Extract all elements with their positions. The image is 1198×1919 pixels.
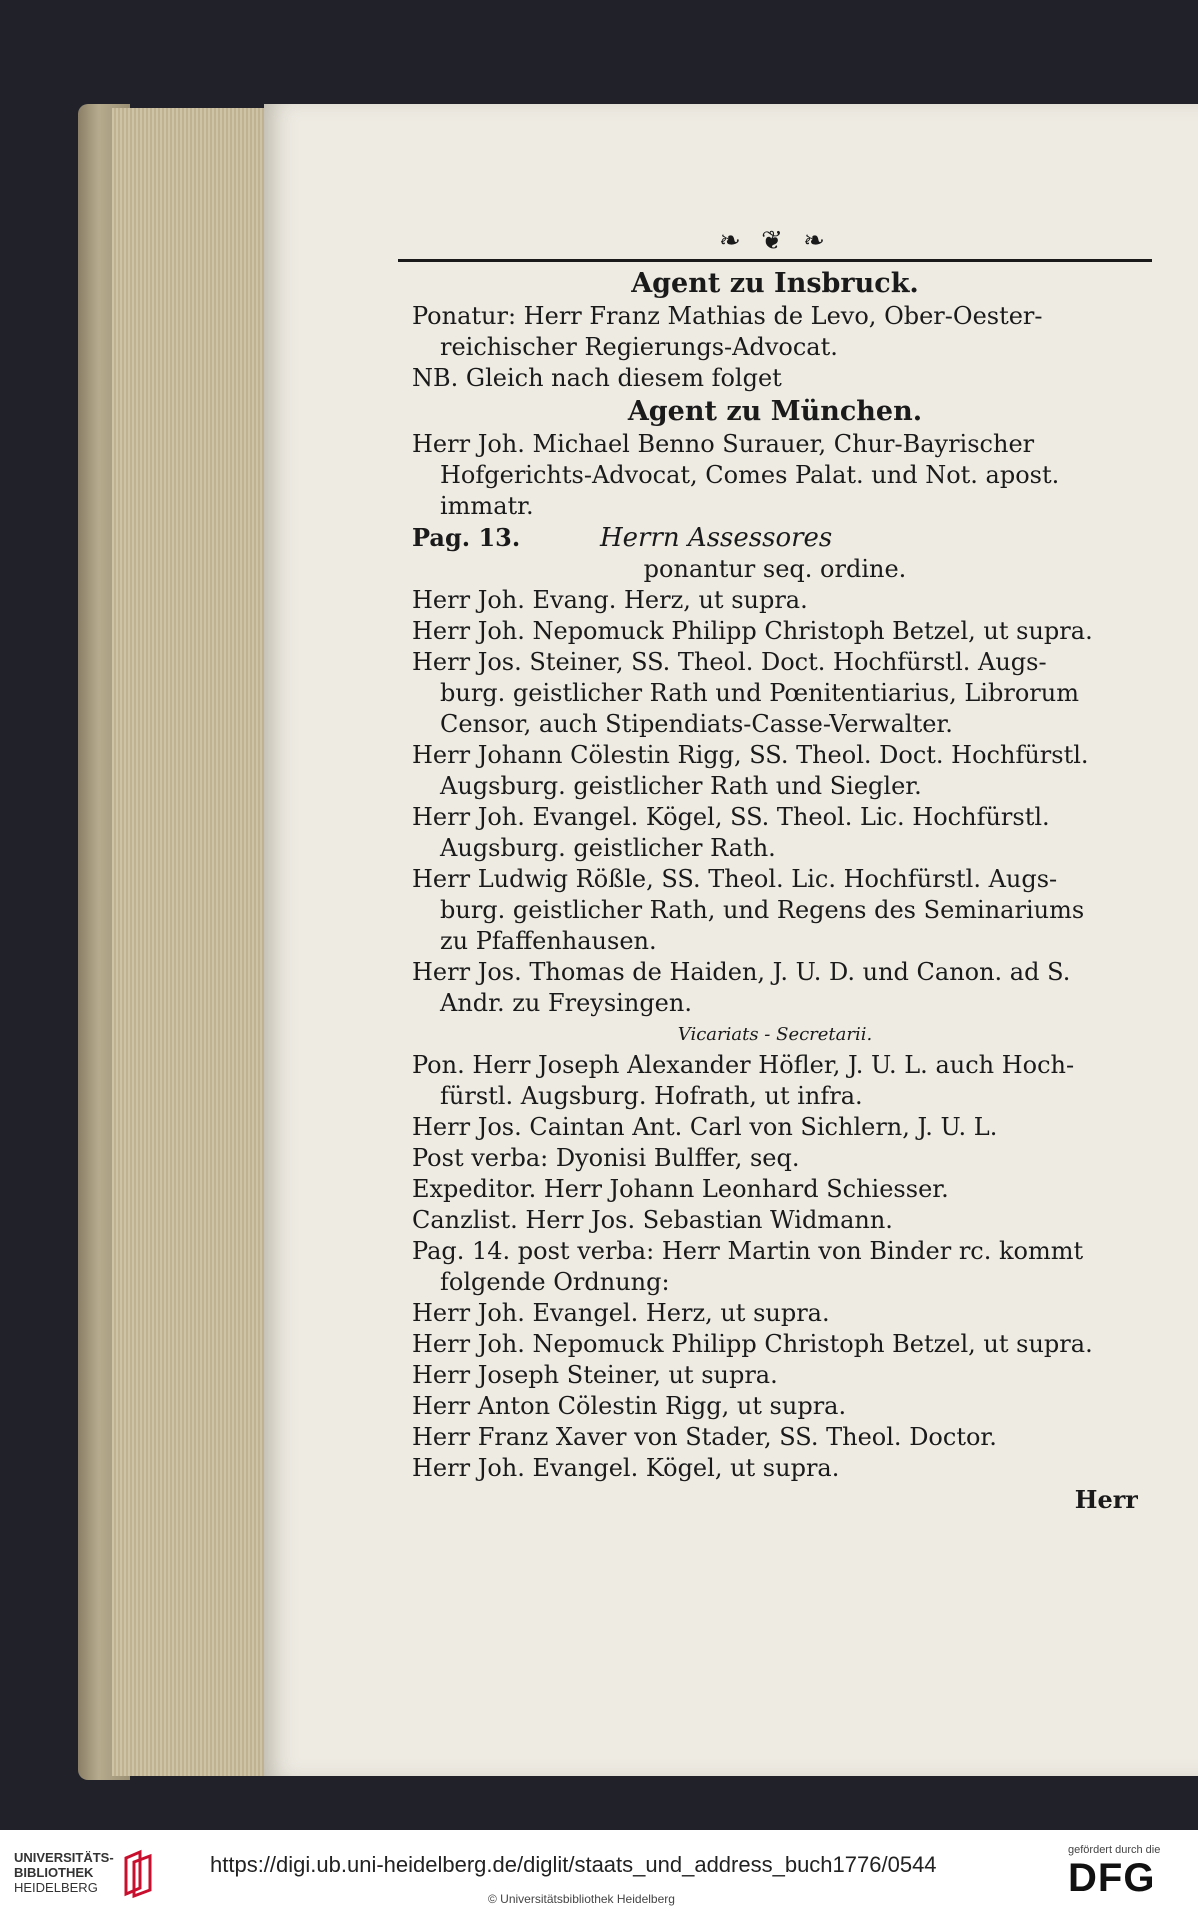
text-line: NB. Gleich nach diesem folget [412,364,782,392]
subsection-heading: Vicariats - Secretarii. [677,1024,873,1045]
logo-line-1: UNIVERSITÄTS- [14,1850,114,1865]
page-reference-line [412,522,1138,554]
text-line-centered: ponantur seq. ordine. [643,555,907,583]
text-line: Expeditor. Herr Johann Leonhard Schiesser. [412,1175,949,1203]
section-heading: Agent zu Insbruck. [631,268,919,299]
text-line: Pon. Herr Joseph Alexander Höfler, J. U. L. auch Hoch- [412,1051,1075,1079]
text-line: Herr Joh. Evangel. Kögel, ut supra. [412,1454,840,1482]
text-line: Herr Ludwig Rößle, SS. Theol. Lic. Hochfürstl. Augs- [412,865,1058,893]
text-line: Herr Jos. Thomas de Haiden, J. U. D. und Canon. ad S. [412,958,1071,986]
text-line-indented: Augsburg. geistlicher Rath und Siegler. [440,772,922,800]
catchword: Herr [1074,1485,1138,1514]
page-reference-label: Pag. 13. [412,523,521,552]
text-line: Herr Jos. Caintan Ant. Carl von Sichlern, J. U. L. [412,1113,998,1141]
page-text-block [412,226,1138,1515]
text-lines [412,268,1138,1515]
text-line-indented: Hofgerichts-Advocat, Comes Palat. und Not. apost. [440,461,1060,489]
text-line: Canzlist. Herr Jos. Sebastian Widmann. [412,1206,893,1234]
dfg-logo[interactable] [1068,1844,1188,1900]
text-line: Ponatur: Herr Franz Mathias de Levo, Ober-Oester- [412,302,1043,330]
text-line: Post verba: Dyonisi Bulffer, seq. [412,1144,800,1172]
text-line-indented: Andr. zu Freysingen. [440,989,692,1017]
text-line-indented: reichischer Regierungs-Advocat. [440,333,838,361]
logo-line-3: HEIDELBERG [14,1880,98,1895]
text-line: Herr Joh. Michael Benno Surauer, Chur-Bayrischer [412,430,1035,458]
text-line: Herr Jos. Steiner, SS. Theol. Doct. Hochfürstl. Augs- [412,648,1047,676]
viewer-footer [0,1830,1198,1919]
text-line: Herr Joseph Steiner, ut supra. [412,1361,778,1389]
text-line: Herr Joh. Evangel. Kögel, SS. Theol. Lic. Hochfürstl. [412,803,1050,831]
page-stack-edges [112,108,270,1776]
text-line-indented: burg. geistlicher Rath und Pœnitentiarius, Librorum [440,679,1079,707]
text-line: Herr Joh. Evang. Herz, ut supra. [412,586,808,614]
text-line-indented: Augsburg. geistlicher Rath. [440,834,776,862]
dfg-funded-label: gefördert durch die [1068,1844,1161,1856]
page-reference-heading: Herrn Assessores [600,523,833,553]
header-ornament: ❧ ❦ ❧ [719,226,831,256]
text-line: Herr Anton Cölestin Rigg, ut supra. [412,1392,847,1420]
text-line: Herr Joh. Evangel. Herz, ut supra. [412,1299,830,1327]
text-line-indented: zu Pfaffenhausen. [440,927,657,955]
header-rule [398,259,1152,262]
section-heading: Agent zu München. [627,396,923,427]
logo-line-2: BIBLIOTHEK [14,1865,94,1880]
permalink-url[interactable]: https://digi.ub.uni-heidelberg.de/diglit/staats_und_address_buch1776/0544 [210,1852,937,1877]
text-line: Herr Johann Cölestin Rigg, SS. Theol. Doct. Hochfürstl. [412,741,1089,769]
text-line: Herr Joh. Nepomuck Philipp Christoph Betzel, ut supra. [412,1330,1093,1358]
text-line: Herr Franz Xaver von Stader, SS. Theol. Doctor. [412,1423,997,1451]
text-line-indented: fürstl. Augsburg. Hofrath, ut infra. [440,1082,863,1110]
library-emblem-icon [118,1848,162,1900]
copyright-notice: © Universitätsbibliothek Heidelberg [488,1892,675,1906]
dfg-wordmark: DFG [1068,1856,1156,1900]
text-line: Pag. 14. post verba: Herr Martin von Binder rc. kommt [412,1237,1084,1265]
text-line: Herr Joh. Nepomuck Philipp Christoph Betzel, ut supra. [412,617,1093,645]
university-library-logo[interactable] [14,1850,114,1895]
text-line-indented: immatr. [440,492,534,520]
text-line-indented: Censor, auch Stipendiats-Casse-Verwalter. [440,710,953,738]
text-line-indented: burg. geistlicher Rath, und Regens des Seminariums [440,896,1085,924]
text-line-indented: folgende Ordnung: [440,1268,670,1296]
